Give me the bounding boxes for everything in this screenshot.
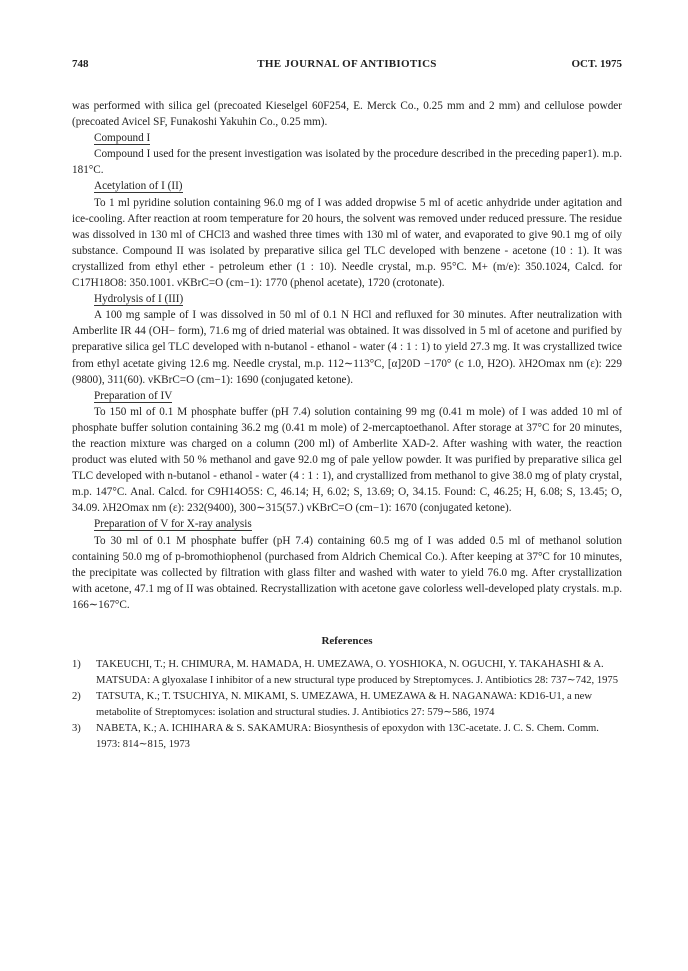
section-text-preparation-iv: To 150 ml of 0.1 M phosphate buffer (pH 7.4) solution containing 99 mg (0.41 m mole) of I was added 10 ml of phosphate buffer solution containing 36.2 mg (0.41 m mole) of 2-mercaptoethanol. After storage at 37°C for 20 minutes, the reaction mixture was charged on a column (200 ml) of Amberlite XAD-2. After washing with water, the reaction product was eluted with 50 % methanol and gave 92.0 mg of pale yellow powder. It was purified by preparative silica gel TLC developed with n-butanol - ethanol - water (4 : 1 : 1), and crystallized from methanol to give 38.0 mg of platy crystal, m.p. 147°C. Anal. Calcd. for C9H14O5S: C, 46.14; H, 6.02; S, 13.69; O, 34.15. Found: C, 46.25; H, 6.08; S, 13.45; O, 34.09. λH2Omax nm (ε): 232(9400), 300∼315(57.) νKBrC=O (cm−1): 1670 (conjugated ketone). [72, 405, 622, 515]
section-heading-acetylation: Acetylation of I (II) [94, 180, 183, 193]
reference-number: 2) [72, 691, 81, 702]
section-heading-hydrolysis: Hydrolysis of I (III) [94, 293, 184, 306]
journal-title: THE JOURNAL OF ANTIBIOTICS [257, 58, 437, 70]
reference-item [72, 657, 622, 688]
references-list [72, 657, 622, 752]
reference-number: 3) [72, 723, 81, 734]
reference-text: TAKEUCHI, T.; H. CHIMURA, M. HAMADA, H. UMEZAWA, O. YOSHIOKA, N. OGUCHI, Y. TAKAHASHI & A. MATSUDA: A glyoxalase I inhibitor of a new structural type produced by Streptomyces. J. Antibiotics 28: 737∼742, 1975 [96, 659, 619, 686]
section-heading-preparation-v: Preparation of V for X-ray analysis [94, 518, 252, 531]
section-text-compound-i: Compound I used for the present investigation was isolated by the procedure described in the preceding paper1). m.p. 181°C. [72, 148, 622, 177]
running-header [72, 58, 622, 78]
reference-item [72, 721, 622, 752]
reference-item [72, 689, 622, 720]
references-title: References [321, 635, 373, 647]
section-heading-preparation-iv: Preparation of IV [94, 389, 173, 402]
reference-text: TATSUTA, K.; T. TSUCHIYA, N. MIKAMI, S. UMEZAWA, H. UMEZAWA & H. NAGANAWA: KD16-U1, a new metabolite of Streptomyces: isolation and structural studies. J. Antibiotics 27: 579∼586, 1974 [96, 691, 592, 718]
section-text-hydrolysis: A 100 mg sample of I was dissolved in 50 ml of 0.1 N HCl and refluxed for 30 minutes. After neutralization with Amberlite IR 44 (OH− form), 71.6 mg of dried material was obtained. It was dissolved in 5 ml of acetone and purified by preparative silica gel TLC developed with n-butanol - ethanol - water (4 : 1 : 1) to yield 27.3 mg. It was crystallized twice from ethyl acetate giving 12.6 mg. Needle crystal, m.p. 112∼113°C, [α]20D −170° (c 1.0, H2O). λH2Omax nm (ε): 229 (9800), 311(60). νKBrC=O (cm−1): 1690 (conjugated ketone). [72, 309, 622, 386]
section-text-acetylation: To 1 ml pyridine solution containing 96.0 mg of I was added dropwise 5 ml of acetic anhydride under agitation and ice-cooling. After reaction at room temperature for 20 hours, the solvent was removed under reduced pressure. The residue was dissolved in 130 ml of CHCl3 and washed three times with 130 ml of water, and evaporated to give 90.1 mg of oily substance. Compound II was isolated by preparative silica gel TLC developed with benzene - acetone (10 : 1). It was crystallized from ethyl ether - petroleum ether (1 : 10). Needle crystal, m.p. 95°C. M+ (m/e): 350.1024, Calcd. for C17H18O8: 350.1001. νKBrC=O (cm−1): 1770 (phenol acetate), 1720 (crotonate). [72, 196, 622, 290]
issue-date: OCT. 1975 [571, 58, 622, 70]
section-text-preparation-v: To 30 ml of 0.1 M phosphate buffer (pH 7.4) containing 60.5 mg of I was added 0.5 ml of methanol solution containing 50.0 mg of p-bromothiophenol (purchased from Aldrich Chemical Co.). After keeping at 37°C for 10 minutes, the precipitate was collected by filtration with glass filter and washed with water to yield 76.0 mg. After crystallization with acetone, 47.1 mg of II was obtained. Recrystallization with acetone gave colorless well-developed platy crystals. m.p. 166∼167°C. [72, 534, 622, 611]
section-heading-compound-i: Compound I [94, 132, 151, 145]
journal-page [72, 58, 622, 753]
page-number: 748 [72, 58, 89, 70]
reference-number: 1) [72, 659, 81, 670]
intro-paragraph: was performed with silica gel (precoated Kieselgel 60F254, E. Merck Co., 0.25 mm and 2 mm) and cellulose powder (precoated Avicel SF, Funakoshi Yakuhin Co., 0.25 mm). [72, 100, 622, 129]
reference-text: NABETA, K.; A. ICHIHARA & S. SAKAMURA: Biosynthesis of epoxydon with 13C-acetate. J. C. S. Chem. Comm. 1973: 814∼815, 1973 [96, 723, 599, 750]
article-body [72, 98, 622, 613]
